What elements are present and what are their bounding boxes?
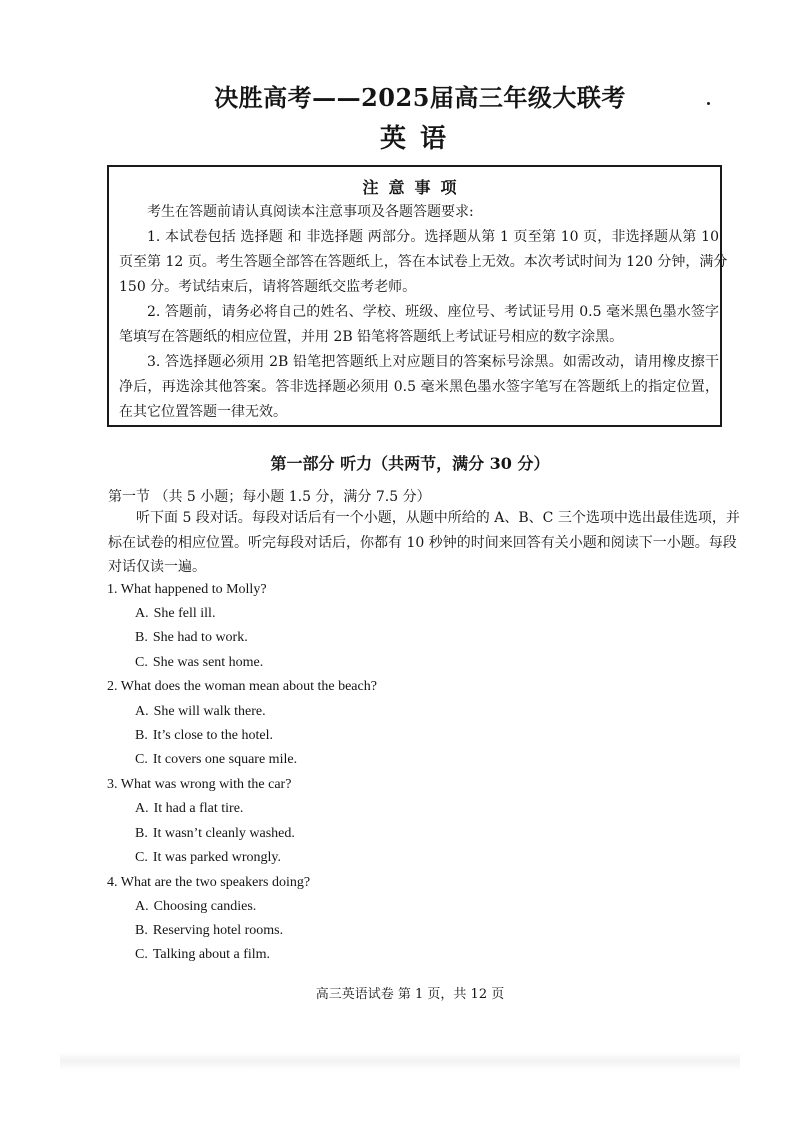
option-text: Reserving hotel rooms. (152, 923, 284, 938)
question-stem: 4. What are the two speakers doing? (107, 875, 311, 890)
answer-option (135, 630, 248, 646)
option-text: Choosing candies. (153, 899, 257, 914)
answer-option (135, 752, 297, 768)
answer-option (135, 850, 281, 866)
scan-smudge (60, 1052, 740, 1070)
question-stem: 3. What was wrong with the car? (107, 777, 292, 792)
answer-option (135, 704, 266, 720)
option-text: It’s close to the hotel. (152, 728, 273, 743)
option-text: It had a flat tire. (153, 801, 244, 816)
notice-line: 1. 本试卷包括 选择题 和 非选择题 两部分。选择题从第 1 页至第 10 页，非选择题从第 10 (147, 229, 719, 245)
answer-option (135, 801, 243, 817)
exam-title: 决胜高考——2025届高三年级大联考 (214, 83, 626, 112)
option-letter: A. (135, 704, 149, 719)
option-text: She will walk there. (153, 704, 266, 719)
answer-option (135, 947, 270, 963)
subject-title: 英语 (379, 124, 460, 154)
answer-option (135, 899, 256, 915)
answer-option (135, 655, 263, 671)
notice-line: 笔填写在答题纸的相应位置，并用 2B 铅笔将答题纸上考试证号相应的数字涂黑。 (119, 329, 624, 345)
speck-mark (707, 102, 710, 105)
option-letter: A. (135, 801, 149, 816)
option-text: She was sent home. (152, 655, 264, 670)
question-stem: 2. What does the woman mean about the beach? (107, 679, 377, 694)
answer-option (135, 606, 215, 622)
option-text: She had to work. (152, 630, 248, 645)
option-letter: B. (135, 630, 148, 645)
instruction-line: 对话仅读一遍。 (108, 559, 206, 575)
option-text: Talking about a film. (152, 947, 271, 962)
option-text: It was parked wrongly. (152, 850, 282, 865)
option-letter: A. (135, 606, 149, 621)
section-heading: 第一节 （共 5 小题；每小题 1.5 分，满分 7.5 分） (108, 489, 431, 505)
notice-line: 3. 答选择题必须用 2B 铅笔把答题纸上对应题目的答案标号涂黑。如需改动，请用橡皮擦干 (147, 354, 719, 370)
part-heading: 第一部分 听力（共两节，满分 30 分） (270, 454, 550, 473)
option-letter: C. (135, 752, 148, 767)
answer-option (135, 923, 283, 939)
option-letter: B. (135, 923, 148, 938)
notice-line: 页至第 12 页。考生答题全部答在答题纸上，答在本试卷上无效。本次考试时间为 120 分钟，满分 (119, 254, 728, 270)
notice-line: 考生在答题前请认真阅读本注意事项及各题答题要求: (147, 204, 474, 220)
instruction-line: 听下面 5 段对话。每段对话后有一个小题，从题中所给的 A、B、C 三个选项中选出最佳选项，并 (136, 510, 740, 526)
answer-option (135, 728, 273, 744)
option-letter: A. (135, 899, 149, 914)
notice-line: 2. 答题前，请务必将自己的姓名、学校、班级、座位号、考试证号用 0.5 毫米黑色墨水签字 (147, 304, 719, 320)
option-letter: B. (135, 728, 148, 743)
answer-option (135, 826, 295, 842)
option-letter: C. (135, 655, 148, 670)
option-text: It wasn’t cleanly washed. (152, 826, 295, 841)
instruction-line: 标在试卷的相应位置。听完每段对话后，你都有 10 秒钟的时间来回答有关小题和阅读下一小题。每段 (108, 535, 737, 551)
question-stem: 1. What happened to Molly? (107, 582, 267, 597)
notice-line: 净后，再选涂其他答案。答非选择题必须用 0.5 毫米黑色墨水签字笔写在答题纸上的指定位置， (119, 379, 719, 395)
notice-line: 150 分。考试结束后，请将答题纸交监考老师。 (119, 279, 417, 295)
page-footer: 高三英语试卷 第 1 页，共 12 页 (315, 987, 505, 1002)
notice-title: 注意事项 (362, 178, 467, 197)
notice-line: 在其它位置答题一律无效。 (119, 404, 287, 420)
option-letter: C. (135, 850, 148, 865)
option-letter: C. (135, 947, 148, 962)
option-text: It covers one square mile. (152, 752, 298, 767)
option-text: She fell ill. (153, 606, 216, 621)
option-letter: B. (135, 826, 148, 841)
notice-box (107, 165, 728, 427)
